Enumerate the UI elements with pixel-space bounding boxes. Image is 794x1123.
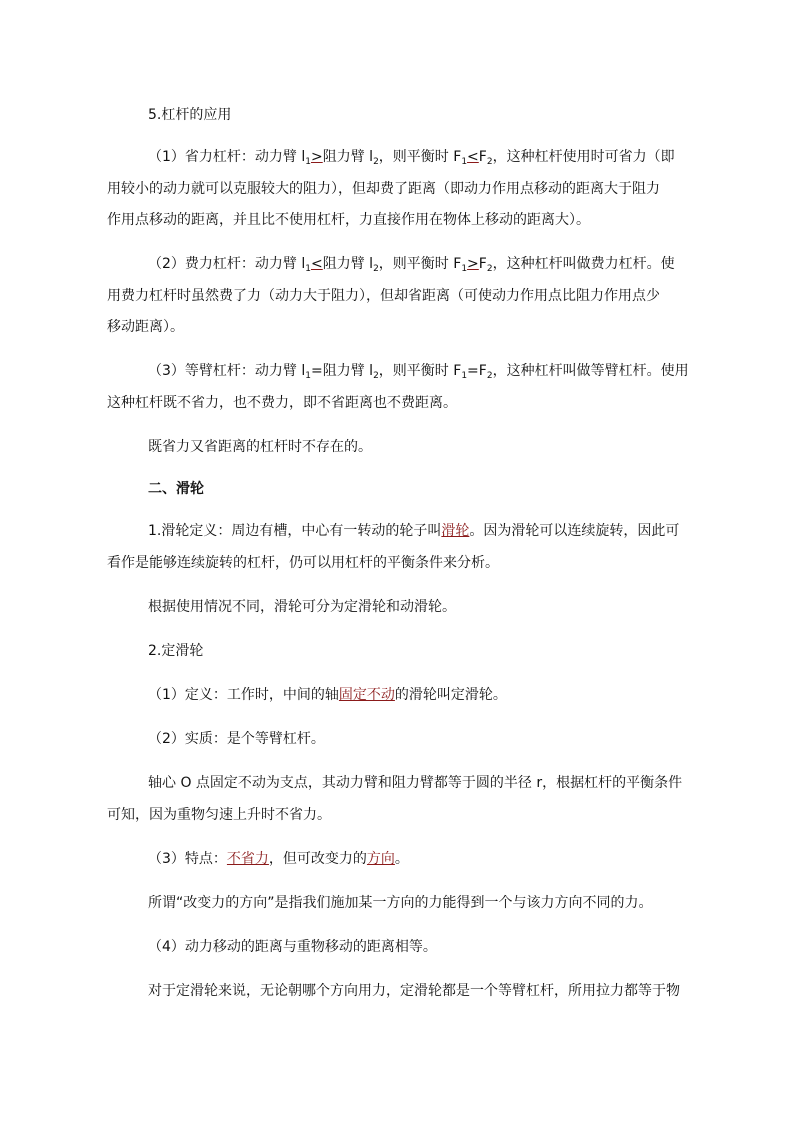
section-5-title: 5.杠杆的应用: [148, 107, 232, 123]
p1-line-3: 作用点移动的距离，并且比不使用杠杆，力直接作用在物体上移动的距离大）。: [107, 212, 590, 228]
fixed-pulley-explain-1: 轴心 O 点固定不动为支点，其动力臂和阻力臂都等于圆的半径 r，根据杠杆的平衡条件: [148, 775, 683, 791]
fixed-pulley-essence: （2）实质：是个等臂杠杆。: [148, 731, 325, 747]
fixed-pulley-note: 对于定滑轮来说，无论朝哪个方向用力，定滑轮都是一个等臂杠杆，所用拉力都等于物: [148, 983, 680, 999]
p4-text: 既省力又省距离的杠杆时不存在的。: [148, 439, 372, 455]
p2-line-3: 移动距离）。: [107, 319, 184, 335]
fixed-pulley-features: （3）特点：不省力，但可改变力的方向。: [148, 851, 409, 867]
p2-line-2: 用费力杠杆时虽然费了力（动力大于阻力），但却省距离（可使动力作用点比阻力作用点少: [107, 288, 660, 304]
fixed-pulley-title: 2.定滑轮: [148, 643, 204, 659]
p3-line-2: 这种杠杆既不省力，也不费力，即不省距离也不费距离。: [107, 395, 457, 411]
pulley-def-line-2: 看作是能够连续旋转的杠杆，仍可以用杠杆的平衡条件来分析。: [107, 555, 499, 571]
p3-line-1: （3）等臂杠杆：动力臂 $l_1=$阻力臂 $l_2$，则平衡时 $F_1=F_2$，这种杠杆叫做等臂杠杆。使用: [148, 363, 689, 381]
p1-line-1: （1）省力杠杆：动力臂 $l_1>$阻力臂 $l_2$，则平衡时 $F_1<F_2$，这种杠杆使用时可省力（即: [148, 149, 675, 167]
pulley-def-line-1: 1.滑轮定义：周边有槽，中心有一转动的轮子叫滑轮。因为滑轮可以连续旋转，因此可: [148, 523, 680, 539]
direction-explain: 所谓“改变力的方向”是指我们施加某一方向的力能得到一个与该力方向不同的力。: [148, 895, 653, 911]
fixed-pulley-explain-2: 可知，因为重物匀速上升时不省力。: [107, 807, 331, 823]
fixed-pulley-def: （1）定义：工作时，中间的轴固定不动的滑轮叫定滑轮。: [148, 687, 507, 703]
fixed-pulley-distance: （4）动力移动的距离与重物移动的距离相等。: [148, 939, 437, 955]
section-2-heading: 二、滑轮: [148, 481, 204, 497]
p1-line-2: 用较小的动力就可以克服较大的阻力），但却费了距离（即动力作用点移动的距离大于阻力: [107, 181, 660, 197]
p2-line-1: （2）费力杠杆：动力臂 $l_1<$阻力臂 $l_2$，则平衡时 $F_1>F_2$，这种杠杆叫做费力杠杆。使: [148, 256, 675, 274]
pulley-types: 根据使用情况不同，滑轮可分为定滑轮和动滑轮。: [148, 599, 456, 615]
